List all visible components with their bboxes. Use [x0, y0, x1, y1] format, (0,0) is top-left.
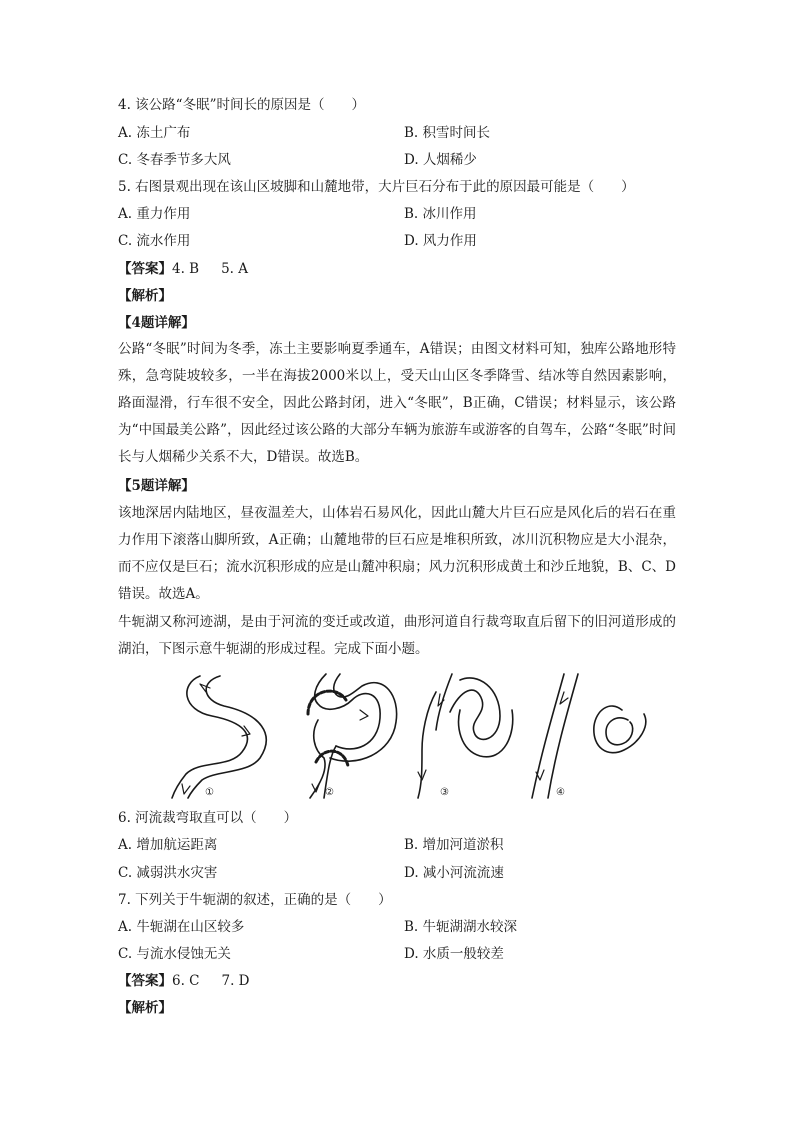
q5-option-a: A. 重力作用: [118, 206, 191, 222]
q4-option-d: D. 人烟稀少: [404, 152, 477, 168]
oxbow-intro: 牛轭湖又称河迹湖，是由于河流的变迁或改道，曲形河道自行裁弯取直后留下的旧河道形成的湖泊，下图示意牛轭湖的形成过程。完成下面小题。: [118, 614, 676, 657]
q4-option-a: A. 冻土广布: [118, 125, 191, 141]
q6-stem: 6. 河流裁弯取直可以（ ）: [118, 810, 298, 826]
q4-stem: 4. 该公路“冬眠”时间长的原因是（ ）: [118, 97, 365, 113]
answer-label: 【答案】: [118, 261, 172, 277]
q6-option-a: A. 增加航运距离: [118, 837, 218, 853]
q4-option-c: C. 冬春季节多大风: [118, 152, 231, 168]
answer-5: 5. A: [221, 261, 249, 277]
q7-option-b: B. 牛轭湖湖水较深: [404, 919, 518, 935]
figure-label-1: ①: [205, 787, 214, 798]
q7-option-a: A. 牛轭湖在山区较多: [118, 919, 245, 935]
stage-2-narrowing-neck: [308, 674, 397, 798]
answer-4: 4. B: [172, 261, 200, 277]
answer-line-2: [118, 972, 250, 990]
q5-option-d: D. 风力作用: [404, 233, 477, 249]
stage-3-cutoff: [418, 674, 513, 798]
answer-7: 7. D: [221, 973, 250, 989]
stage-4-oxbow-lake: [532, 674, 646, 798]
answer-6: 6. C: [172, 973, 200, 989]
q5-stem: 5. 右图景观出现在该山区坡脚和山麓地带，大片巨石分布于此的原因最可能是（ ）: [118, 179, 635, 195]
q6-option-d: D. 减小河流流速: [404, 865, 504, 881]
q6-option-b: B. 增加河道淤积: [404, 837, 504, 853]
detail-5-title: 【5题详解】: [118, 478, 195, 494]
analysis-label: 【解析】: [118, 288, 172, 304]
stage-1-meander: [172, 676, 266, 798]
answer-label-2: 【答案】: [118, 973, 172, 989]
detail-5-text: 该地深居内陆地区，昼夜温差大，山体岩石易风化，因此山麓大片巨石应是风化后的岩石在重力作用下滚落山脚所致，A正确；山麓地带的巨石应是堆积所致，冰川沉积物应是大小混杂，而不应仅是巨石；流水沉积形成的应是山麓冲积扇；风力沉积形成黄土和沙丘地貌，B、C、D错误。故选A。: [118, 505, 676, 602]
q7-option-c: C. 与流水侵蚀无关: [118, 946, 231, 962]
q5-option-b: B. 冰川作用: [404, 206, 477, 222]
q5-option-c: C. 流水作用: [118, 233, 191, 249]
figure-label-4: ④: [556, 787, 565, 798]
q7-stem: 7. 下列关于牛轭湖的叙述，正确的是（ ）: [118, 892, 392, 908]
figure-label-2: ②: [325, 787, 334, 798]
detail-4-title: 【4题详解】: [118, 315, 195, 331]
detail-4-text: 公路“冬眠”时间为冬季，冻土主要影响夏季通车，A错误；由图文材料可知，独库公路地形特殊，急弯陡坡较多，一半在海拔2000米以上，受天山山区冬季降雪、结冰等自然因素影响，路面湿滑，行车很不安全，因此公路封闭，进入“冬眠”，B正确，C错误；材料显示，该公路为“中国最美公路”，因此经过该公路的大部分车辆为旅游车或游客的自驾车，公路“冬眠”时间长与人烟稀少关系不大，D错误。故选B。: [118, 341, 676, 465]
answer-line-1: [118, 260, 248, 278]
oxbow-lake-diagram: [160, 670, 660, 802]
analysis-label-2: 【解析】: [118, 1000, 172, 1016]
figure-label-3: ③: [440, 787, 449, 798]
q7-option-d: D. 水质一般较差: [404, 946, 504, 962]
q4-option-b: B. 积雪时间长: [404, 125, 491, 141]
q6-option-c: C. 减弱洪水灾害: [118, 865, 218, 881]
